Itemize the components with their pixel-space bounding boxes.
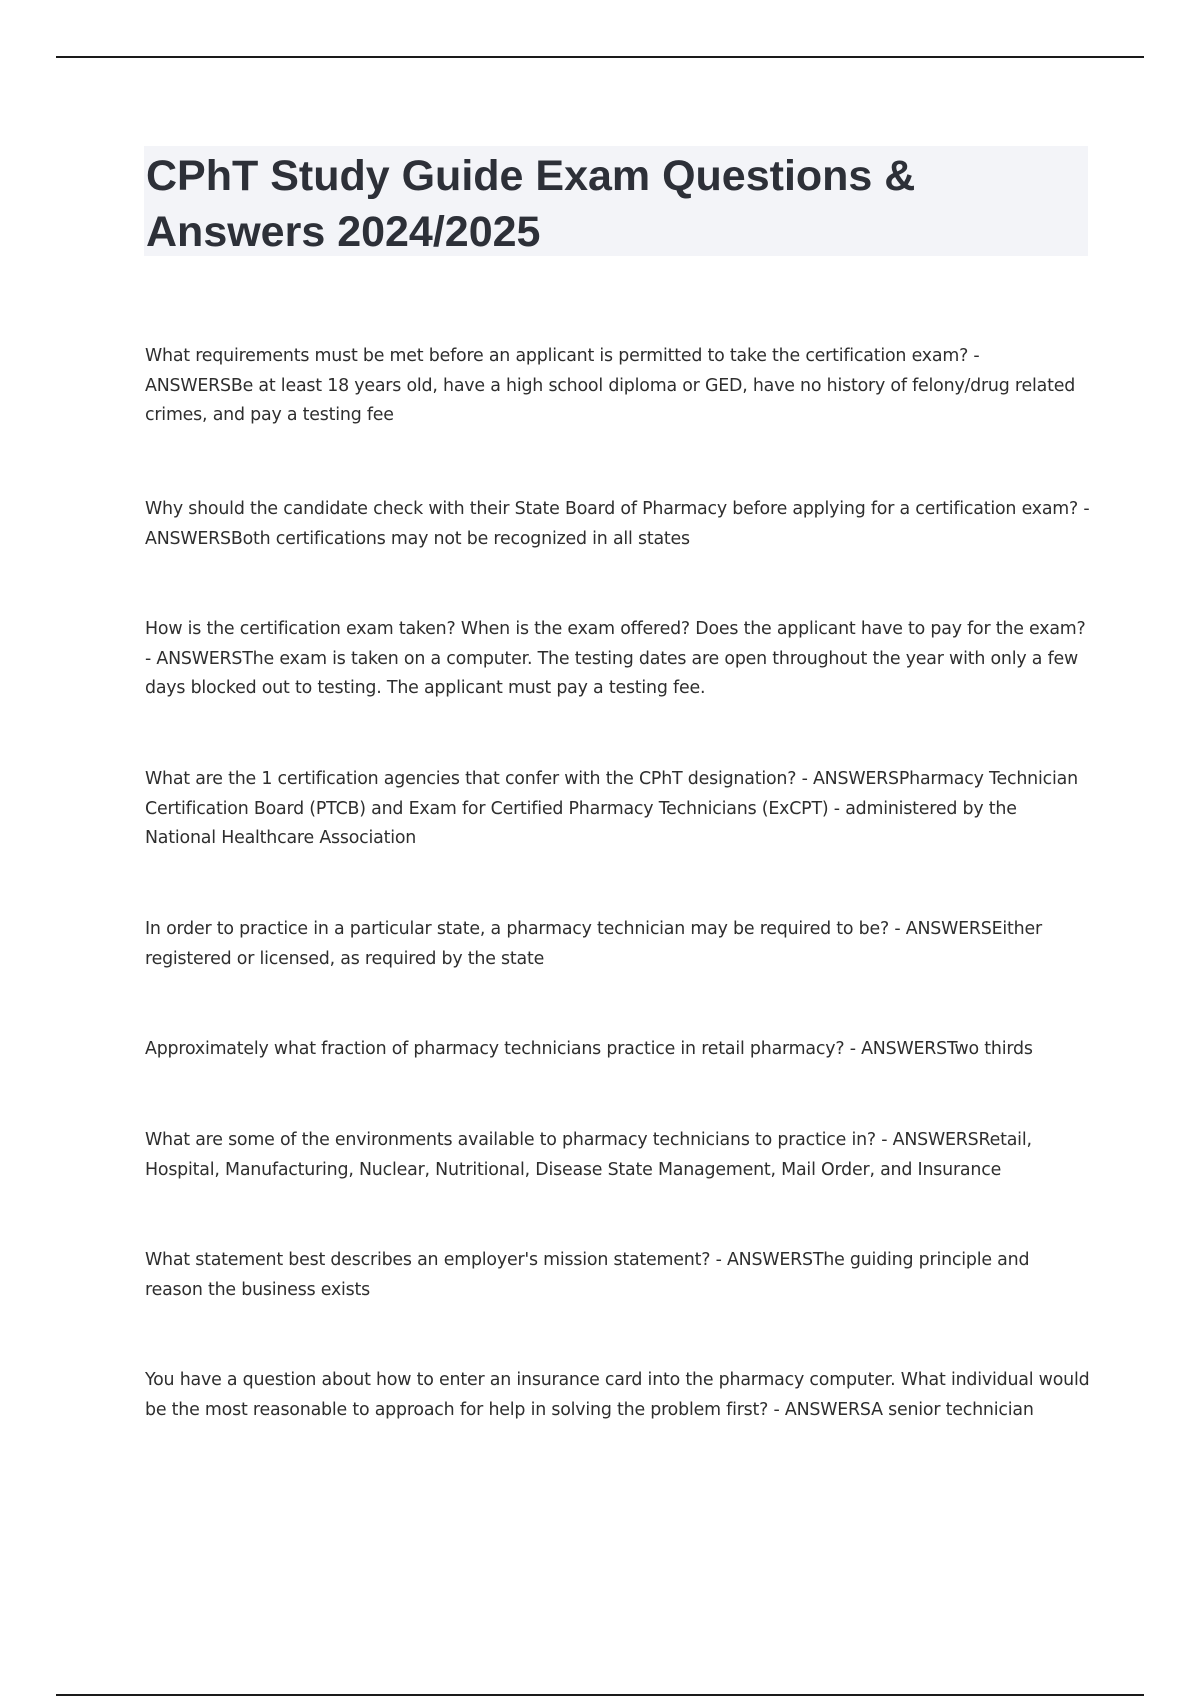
qa-item-8: What statement best describes an employer's mission statement? - ANSWERSThe guiding principle and reason the business exists: [145, 1250, 1030, 1300]
qa-item-5: In order to practice in a particular state, a pharmacy technician may be required to be? - ANSWERSEither registered or licensed, as required by the state: [145, 919, 1042, 969]
qa-item-4: What are the 1 certification agencies that confer with the CPhT designation? - ANSWERSPharmacy Technician Certification Board (PTCB) and Exam for Certified Pharmacy Technicians (ExCPT) - administered by the National Healthcare Association: [145, 769, 1078, 848]
qa-item-7: What are some of the environments available to pharmacy technicians to practice in? - ANSWERSRetail, Hospital, Manufacturing, Nuclear, Nutritional, Disease State Management, Mail Order, and Insurance: [145, 1130, 1032, 1180]
page-title: CPhT Study Guide Exam Questions & Answers 2024/2025: [146, 152, 916, 256]
qa-item-9: You have a question about how to enter an insurance card into the pharmacy computer. What individual would be the most reasonable to approach for help in solving the problem first? - ANSWERSA senior technician: [145, 1370, 1090, 1420]
qa-item-1: What requirements must be met before an applicant is permitted to take the certification exam? - ANSWERSBe at least 18 years old, have a high school diploma or GED, have no history of felony/drug related crimes, and pay a testing fee: [145, 346, 1076, 425]
qa-item-6: Approximately what fraction of pharmacy technicians practice in retail pharmacy? - ANSWERSTwo thirds: [145, 1039, 1033, 1059]
bottom-rule: [56, 1694, 1144, 1696]
qa-item-3: How is the certification exam taken? When is the exam offered? Does the applicant have to pay for the exam? - ANSWERSThe exam is taken on a computer. The testing dates are open throughout the year with only a few days blocked out to testing. The applicant must pay a testing fee.: [145, 619, 1086, 698]
qa-item-2: Why should the candidate check with their State Board of Pharmacy before applying for a certification exam? - ANSWERSBoth certifications may not be recognized in all states: [145, 499, 1090, 549]
top-rule: [56, 56, 1144, 58]
